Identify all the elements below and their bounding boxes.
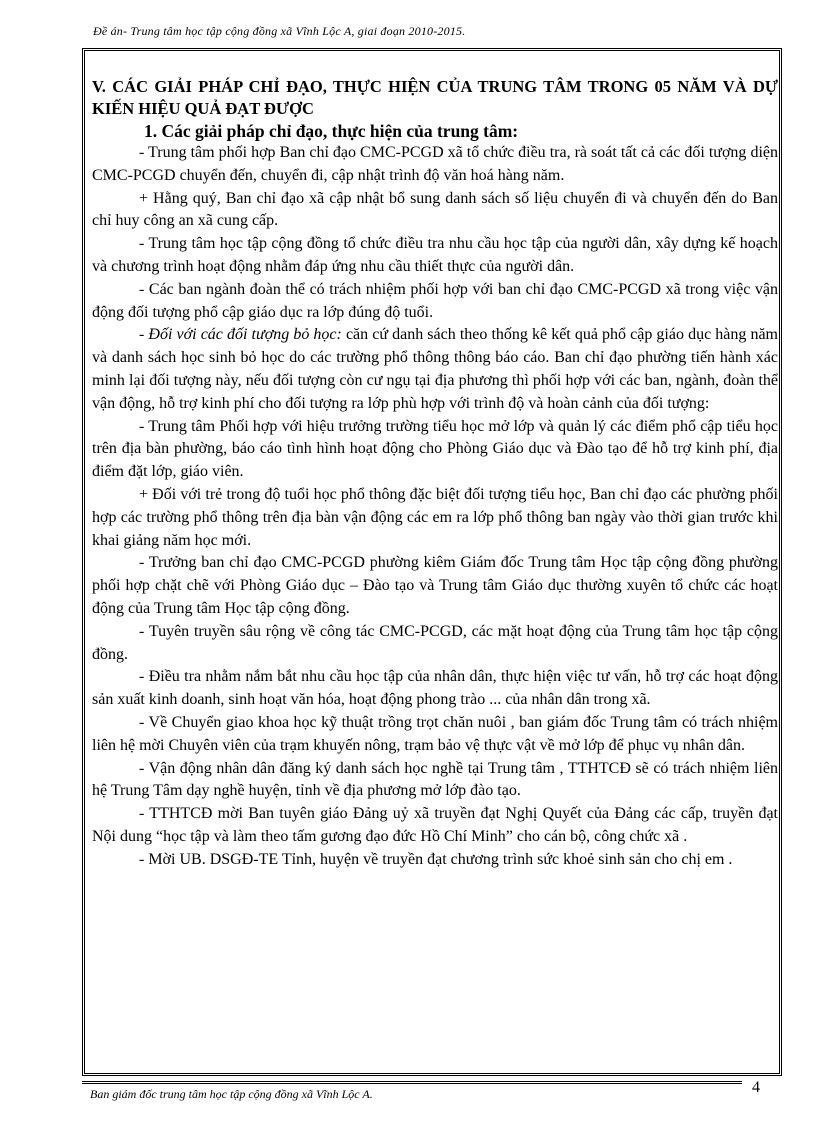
paragraph: - Tuyên truyền sâu rộng về công tác CMC-PCGD, các mặt hoạt động của Trung tâm học tập cộng đồng.: [92, 622, 778, 663]
subsection-title: 1. Các giải pháp chỉ đạo, thực hiện của trung tâm:: [144, 121, 519, 141]
section-title: V. CÁC GIẢI PHÁP CHỈ ĐẠO, THỰC HIỆN CỦA TRUNG TÂM TRONG 05 NĂM VÀ DỰ KIẾN HIỆU QUẢ ĐẠT ĐƯỢC: [92, 77, 778, 118]
footer-rule: [82, 1081, 742, 1084]
page-number: 4: [752, 1079, 760, 1096]
paragraph: - Về Chuyển giao khoa học kỹ thuật trồng trọt chăn nuôi , ban giám đốc Trung tâm có trách nhiệm liên hệ mời Chuyên viên của trạm khuyến nông, trạm bảo vệ thực vật về mở lớp để phục vụ nhân dân.: [92, 713, 778, 754]
paragraph: - Mời UB. DSGĐ-TE Tỉnh, huyện về truyền đạt chương trình sức khoẻ sinh sản cho chị em .: [139, 850, 733, 868]
dropout-text: căn cứ danh sách theo thống kê kết quả phổ cập giáo dục hàng năm và danh sách học sinh bỏ học do các trường phổ thông thông báo cáo. Ban chỉ đạo phường tiến hành xác minh lại đối tượng này, nếu đối tượng còn cư ngụ tại địa phương thì phối hợp với các ban, ngành, đoàn thể vận động, hỗ trợ kinh phí cho đối tượng ra lớp phù hợp với trình độ và hoàn cảnh của đối tượng:: [92, 326, 779, 412]
paragraph: - Trưởng ban chỉ đạo CMC-PCGD phường kiêm Giám đốc Trung tâm Học tập cộng đồng phường phối hợp chặt chẽ với Phòng Giáo dục – Đào tạo và Trung tâm Giáo dục thường xuyên tổ chức các hoạt động của Trung tâm Học tập cộng đồng.: [92, 554, 778, 617]
document-body: [92, 76, 778, 872]
paragraph: - Trung tâm học tập cộng đồng tổ chức điều tra nhu cầu học tập của người dân, xây dựng kế hoạch và chương trình hoạt động nhằm đáp ứng nhu cầu thiết thực của người dân.: [92, 235, 778, 275]
paragraph: + Hằng quý, Ban chỉ đạo xã cập nhật bổ sung danh sách số liệu chuyển đi và chuyển đến do Ban chỉ huy công an xã cung cấp.: [92, 189, 778, 230]
paragraph: + Đối với trẻ trong độ tuổi học phổ thông đặc biệt đối tượng tiểu học, Ban chỉ đạo các phường phối hợp các trường phổ thông trên địa bàn vận động các em ra lớp phổ thông ban ngày vào thời gian trước khi khai giảng năm học mới.: [92, 485, 778, 549]
paragraph: - TTHTCĐ mời Ban tuyên giáo Đảng uỷ xã truyền đạt Nghị Quyết của Đảng các cấp, truyền đạt Nội dung “học tập và làm theo tấm gương đạo đức Hồ Chí Minh” cho cán bộ, công chức xã .: [92, 805, 778, 845]
page-header: Đề án- Trung tâm học tập cộng đồng xã Vĩnh Lộc A, giai đoạn 2010-2015.: [93, 24, 466, 38]
paragraph: - Vận động nhân dân đăng ký danh sách học nghề tại Trung tâm , TTHTCĐ sẽ có trách nhiệm liên hệ Trung Tâm dạy nghề huyện, tỉnh về địa phương mở lớp đào tạo.: [92, 759, 778, 800]
paragraph: - Điều tra nhằm nắm bắt nhu cầu học tập của nhân dân, thực hiện việc tư vấn, hỗ trợ các hoạt động sản xuất kinh doanh, sinh hoạt văn hóa, hoạt động phong trào ... của nhân dân trong xã.: [92, 668, 778, 709]
paragraph-dropout: [92, 324, 778, 415]
dropout-lead: - Đối với các đối tượng bỏ học:: [139, 326, 342, 344]
paragraph: - Các ban ngành đoàn thể có trách nhiệm phối hợp với ban chỉ đạo CMC-PCGD xã trong việc vận động đối tượng phổ cập giáo dục ra lớp đúng độ tuổi.: [92, 280, 778, 321]
paragraph: - Trung tâm phối hợp Ban chỉ đạo CMC-PCGD xã tổ chức điều tra, rà soát tất cả các đối tượng diện CMC-PCGD chuyển đến, chuyển đi, cập nhật trình độ văn hoá hàng năm.: [92, 144, 778, 184]
paragraph: - Trung tâm Phối hợp với hiệu trưởng trường tiểu học mở lớp và quản lý các điểm phổ cập tiểu học trên địa bàn phường, báo cáo tình hình hoạt động cho Phòng Giáo dục và Đào tạo để hỗ trợ kinh phí, địa điểm đặt lớp, giáo viên.: [92, 417, 778, 481]
page-footer: Ban giám đốc trung tâm học tập cộng đồng xã Vĩnh Lộc A.: [90, 1087, 373, 1101]
